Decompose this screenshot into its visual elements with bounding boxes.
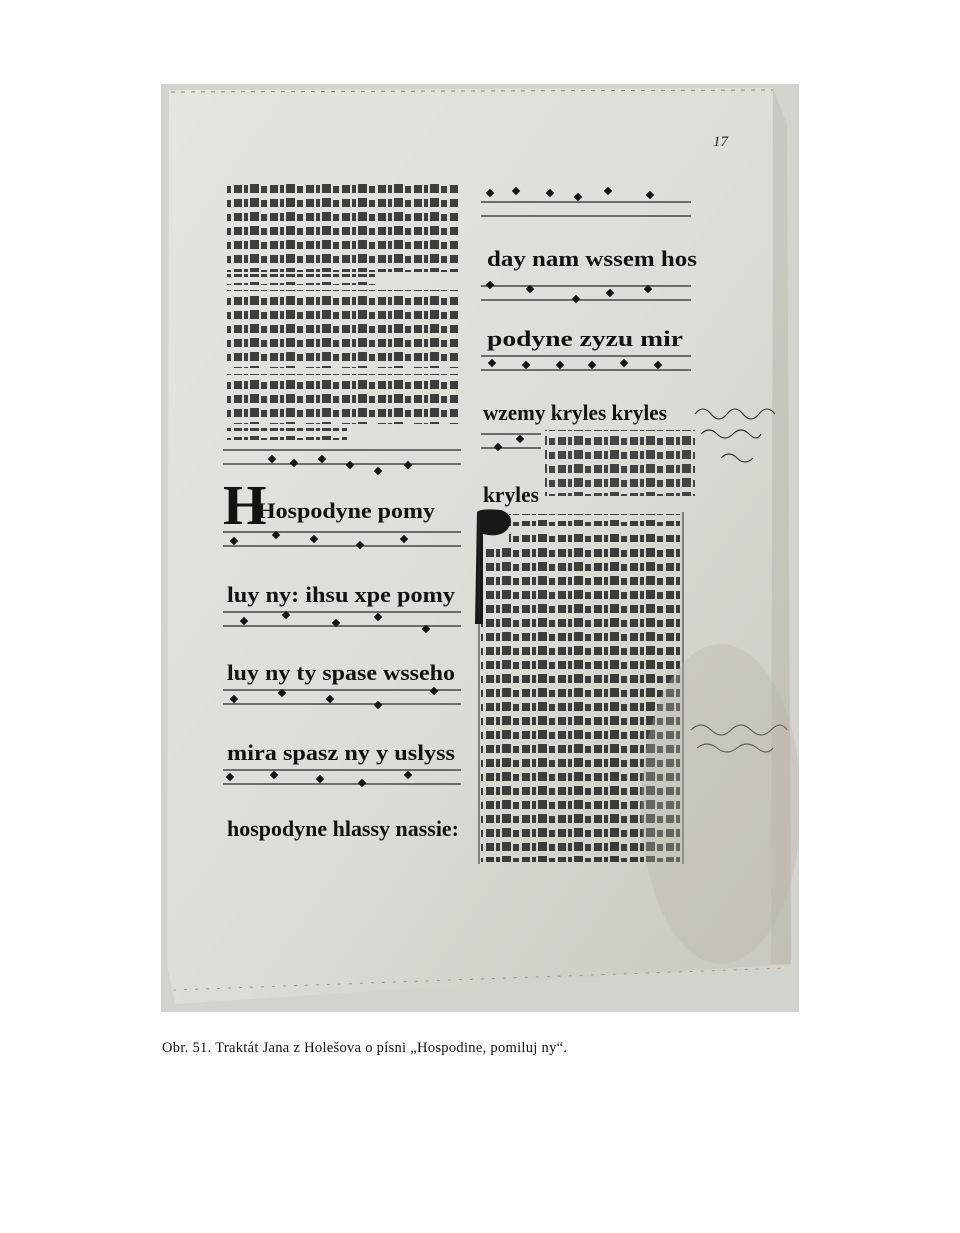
initial-letter: H [223,475,267,537]
folio-number: 17 [713,134,728,150]
left-text-block [227,180,459,440]
lyric-line-8: wzemy kryles kryles [483,400,668,425]
lyric-line-6: day nam wssem hos [487,246,698,271]
lyric-line-4: mira spasz ny y uslyss [227,740,456,765]
lyric-line-2: luy ny: ihsu xpe pomy [227,582,455,607]
manuscript-photograph [161,84,799,1012]
lyric-line-5: hospodyne hlassy nassie: [227,816,459,841]
lyric-line-7: podyne zyzu mir [487,326,684,351]
figure-caption: Obr. 51. Traktát Jana z Holešova o písni „Hospodine, pomiluj ny“. [162,1040,568,1056]
lyric-line-1: Hospodyne pomy [257,498,435,523]
lyric-line-9: kryles [483,482,540,507]
right-gloss-block [545,430,695,496]
lyric-line-3: luy ny ty spase wsseho [227,660,455,685]
